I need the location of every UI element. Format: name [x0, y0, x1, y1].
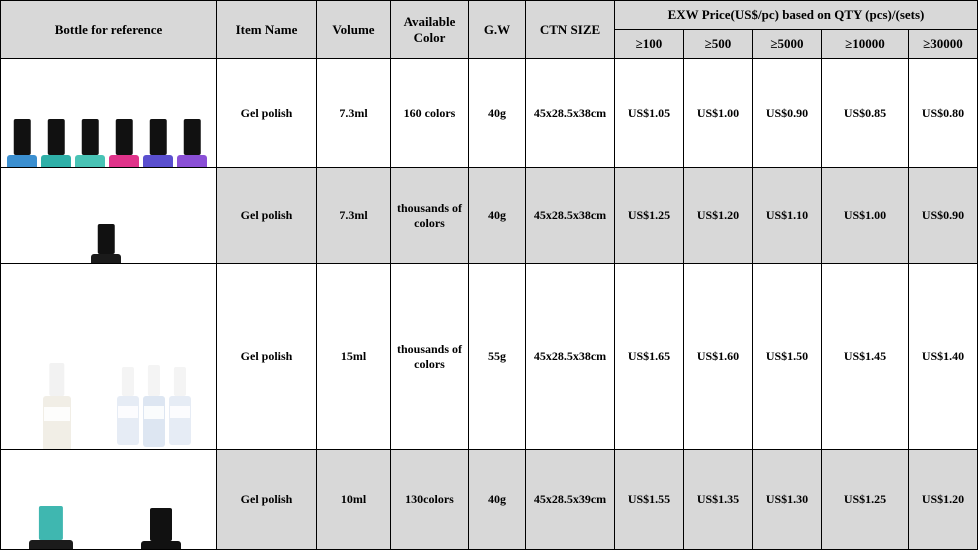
price-cell: US$1.60 — [684, 264, 753, 450]
price-cell: US$1.00 — [822, 168, 909, 264]
header-color: Available Color — [391, 1, 469, 59]
volume-cell: 7.3ml — [317, 168, 391, 264]
bottle-picture — [143, 365, 165, 447]
price-cell: US$1.50 — [753, 264, 822, 450]
table-row — [1, 59, 978, 168]
price-cell: US$1.40 — [909, 264, 978, 450]
color-cell: 130colors — [391, 450, 469, 550]
table-row — [1, 264, 978, 450]
price-cell: US$1.30 — [753, 450, 822, 550]
gw-cell: 40g — [469, 450, 526, 550]
volume-cell: 10ml — [317, 450, 391, 550]
header-item-name: Item Name — [217, 1, 317, 59]
ctn-size-cell: 45x28.5x38cm — [526, 168, 615, 264]
price-cell: US$0.85 — [822, 59, 909, 168]
header-price-group: EXW Price(US$/pc) based on QTY (pcs)/(sets) — [615, 1, 978, 30]
bottle-picture — [43, 363, 71, 450]
color-cell: thousands of colors — [391, 264, 469, 450]
ctn-size-cell: 45x28.5x38cm — [526, 59, 615, 168]
bottle-picture — [75, 119, 105, 168]
header-bottle: Bottle for reference — [1, 1, 217, 59]
bottle-image-cell — [1, 264, 217, 450]
price-cell: US$1.05 — [615, 59, 684, 168]
price-cell: US$1.00 — [684, 59, 753, 168]
gw-cell: 40g — [469, 168, 526, 264]
bottle-picture — [177, 119, 207, 168]
item-name-cell: Gel polish — [217, 264, 317, 450]
bottle-image-cell — [1, 59, 217, 168]
price-cell: US$1.25 — [615, 168, 684, 264]
price-cell: US$1.55 — [615, 450, 684, 550]
header-qty: ≥100 — [615, 30, 684, 59]
gw-cell: 55g — [469, 264, 526, 450]
bottle-picture — [117, 367, 139, 445]
bottle-picture — [169, 367, 191, 445]
item-name-cell: Gel polish — [217, 59, 317, 168]
price-cell: US$0.90 — [909, 168, 978, 264]
item-name-cell: Gel polish — [217, 450, 317, 550]
header-qty: ≥30000 — [909, 30, 978, 59]
bottle-picture — [41, 119, 71, 168]
ctn-size-cell: 45x28.5x39cm — [526, 450, 615, 550]
bottle-picture — [29, 506, 73, 550]
color-cell: thousands of colors — [391, 168, 469, 264]
price-cell: US$1.20 — [684, 168, 753, 264]
gw-cell: 40g — [469, 59, 526, 168]
header-qty: ≥5000 — [753, 30, 822, 59]
price-cell: US$1.35 — [684, 450, 753, 550]
price-cell: US$1.45 — [822, 264, 909, 450]
bottle-image-cell — [1, 450, 217, 550]
bottle-picture — [91, 224, 121, 264]
header-qty: ≥500 — [684, 30, 753, 59]
bottle-picture — [143, 119, 173, 168]
price-cell: US$0.80 — [909, 59, 978, 168]
bottle-image-cell — [1, 168, 217, 264]
volume-cell: 7.3ml — [317, 59, 391, 168]
table-row — [1, 168, 978, 264]
volume-cell: 15ml — [317, 264, 391, 450]
color-cell: 160 colors — [391, 59, 469, 168]
header-volume: Volume — [317, 1, 391, 59]
bottle-picture — [141, 508, 181, 550]
bottle-picture — [109, 119, 139, 168]
price-cell: US$1.25 — [822, 450, 909, 550]
header-qty: ≥10000 — [822, 30, 909, 59]
header-gw: G.W — [469, 1, 526, 59]
price-cell: US$1.10 — [753, 168, 822, 264]
price-cell: US$0.90 — [753, 59, 822, 168]
bottle-picture — [7, 119, 37, 168]
price-cell: US$1.65 — [615, 264, 684, 450]
header-ctn-size: CTN SIZE — [526, 1, 615, 59]
item-name-cell: Gel polish — [217, 168, 317, 264]
ctn-size-cell: 45x28.5x38cm — [526, 264, 615, 450]
price-cell: US$1.20 — [909, 450, 978, 550]
table-row — [1, 450, 978, 550]
